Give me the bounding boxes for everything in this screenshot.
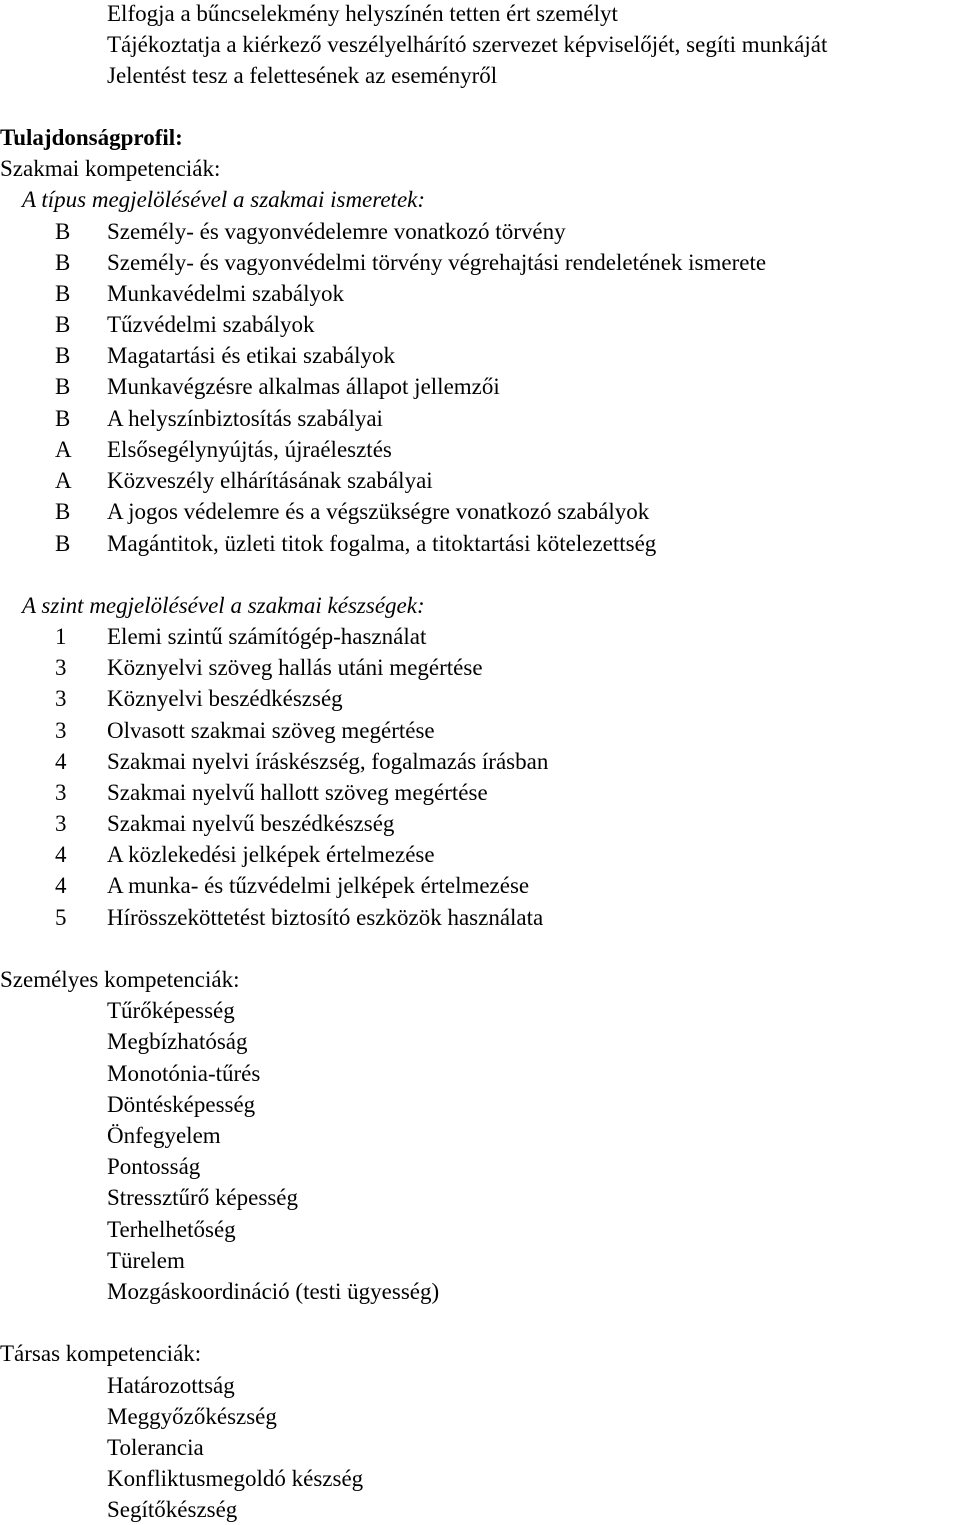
knowledge-type-code: B (55, 531, 71, 556)
skill-level: 3 (55, 655, 67, 680)
professional-heading: Szakmai kompetenciák: (0, 156, 221, 181)
skill-item: Hírösszeköttetést biztosító eszközök használata (107, 905, 544, 930)
personal-item: Monotónia-tűrés (107, 1061, 261, 1086)
skill-level: 3 (55, 686, 67, 711)
intro-line: Elfogja a bűncselekmény helyszínén tetten ért személyt (107, 1, 618, 26)
skill-level: 4 (55, 842, 67, 867)
personal-item: Döntésképesség (107, 1092, 256, 1117)
personal-item: Pontosság (107, 1154, 201, 1179)
social-heading: Társas kompetenciák: (0, 1341, 202, 1366)
knowledge-type-code: B (55, 250, 71, 275)
social-item: Konfliktusmegoldó készség (107, 1466, 364, 1491)
social-item: Tolerancia (107, 1435, 204, 1460)
knowledge-item: Közveszély elhárításának szabályai (107, 468, 433, 493)
social-item: Meggyőzőkészség (107, 1404, 277, 1429)
skill-item: Szakmai nyelvi íráskészség, fogalmazás írásban (107, 749, 549, 774)
knowledge-type-code: B (55, 406, 71, 431)
skill-level: 3 (55, 718, 67, 743)
skill-item: Elemi szintű számítógép-használat (107, 624, 427, 649)
skill-item: Szakmai nyelvű beszédkészség (107, 811, 395, 836)
skill-level: 3 (55, 811, 67, 836)
knowledge-type-code: B (55, 281, 71, 306)
social-item: Segítőkészség (107, 1497, 238, 1522)
knowledge-heading: A típus megjelölésével a szakmai ismeretek: (22, 187, 426, 212)
personal-item: Önfegyelem (107, 1123, 221, 1148)
skill-level: 5 (55, 905, 67, 930)
personal-item: Mozgáskoordináció (testi ügyesség) (107, 1279, 440, 1304)
personal-heading: Személyes kompetenciák: (0, 967, 240, 992)
social-item: Határozottság (107, 1373, 235, 1398)
knowledge-item: A helyszínbiztosítás szabályai (107, 406, 383, 431)
knowledge-item: Elsősegélynyújtás, újraélesztés (107, 437, 392, 462)
skill-item: Olvasott szakmai szöveg megértése (107, 718, 435, 743)
skill-level: 4 (55, 873, 67, 898)
skill-item: Köznyelvi beszédkészség (107, 686, 343, 711)
intro-line: Jelentést tesz a felettesének az eseményről (107, 63, 498, 88)
knowledge-item: Magatartási és etikai szabályok (107, 343, 396, 368)
knowledge-item: Tűzvédelmi szabályok (107, 312, 315, 337)
skill-item: A munka- és tűzvédelmi jelképek értelmezése (107, 873, 530, 898)
skill-item: Köznyelvi szöveg hallás utáni megértése (107, 655, 483, 680)
knowledge-item: Munkavédelmi szabályok (107, 281, 344, 306)
knowledge-type-code: B (55, 312, 71, 337)
personal-item: Stressztűrő képesség (107, 1185, 298, 1210)
knowledge-item: Személy- és vagyonvédelmi törvény végrehajtási rendeletének ismerete (107, 250, 767, 275)
knowledge-type-code: B (55, 219, 71, 244)
knowledge-item: Magántitok, üzleti titok fogalma, a titoktartási kötelezettség (107, 531, 657, 556)
personal-item: Terhelhetőség (107, 1217, 236, 1242)
intro-line: Tájékoztatja a kiérkező veszélyelhárító szervezet képviselőjét, segíti munkáját (107, 32, 828, 57)
skill-item: Szakmai nyelvű hallott szöveg megértése (107, 780, 488, 805)
knowledge-type-code: B (55, 499, 71, 524)
skill-level: 3 (55, 780, 67, 805)
personal-item: Tűrőképesség (107, 998, 235, 1023)
knowledge-item: A jogos védelemre és a végszükségre vonatkozó szabályok (107, 499, 650, 524)
knowledge-type-code: B (55, 343, 71, 368)
knowledge-item: Személy- és vagyonvédelemre vonatkozó törvény (107, 219, 566, 244)
skill-level: 4 (55, 749, 67, 774)
skill-level: 1 (55, 624, 67, 649)
personal-item: Megbízhatóság (107, 1029, 248, 1054)
profile-title: Tulajdonságprofil: (0, 125, 183, 150)
personal-item: Türelem (107, 1248, 185, 1273)
knowledge-type-code: A (55, 437, 72, 462)
knowledge-type-code: A (55, 468, 72, 493)
knowledge-item: Munkavégzésre alkalmas állapot jellemzői (107, 374, 500, 399)
knowledge-type-code: B (55, 374, 71, 399)
skill-item: A közlekedési jelképek értelmezése (107, 842, 435, 867)
skills-heading: A szint megjelölésével a szakmai készségek: (22, 593, 425, 618)
